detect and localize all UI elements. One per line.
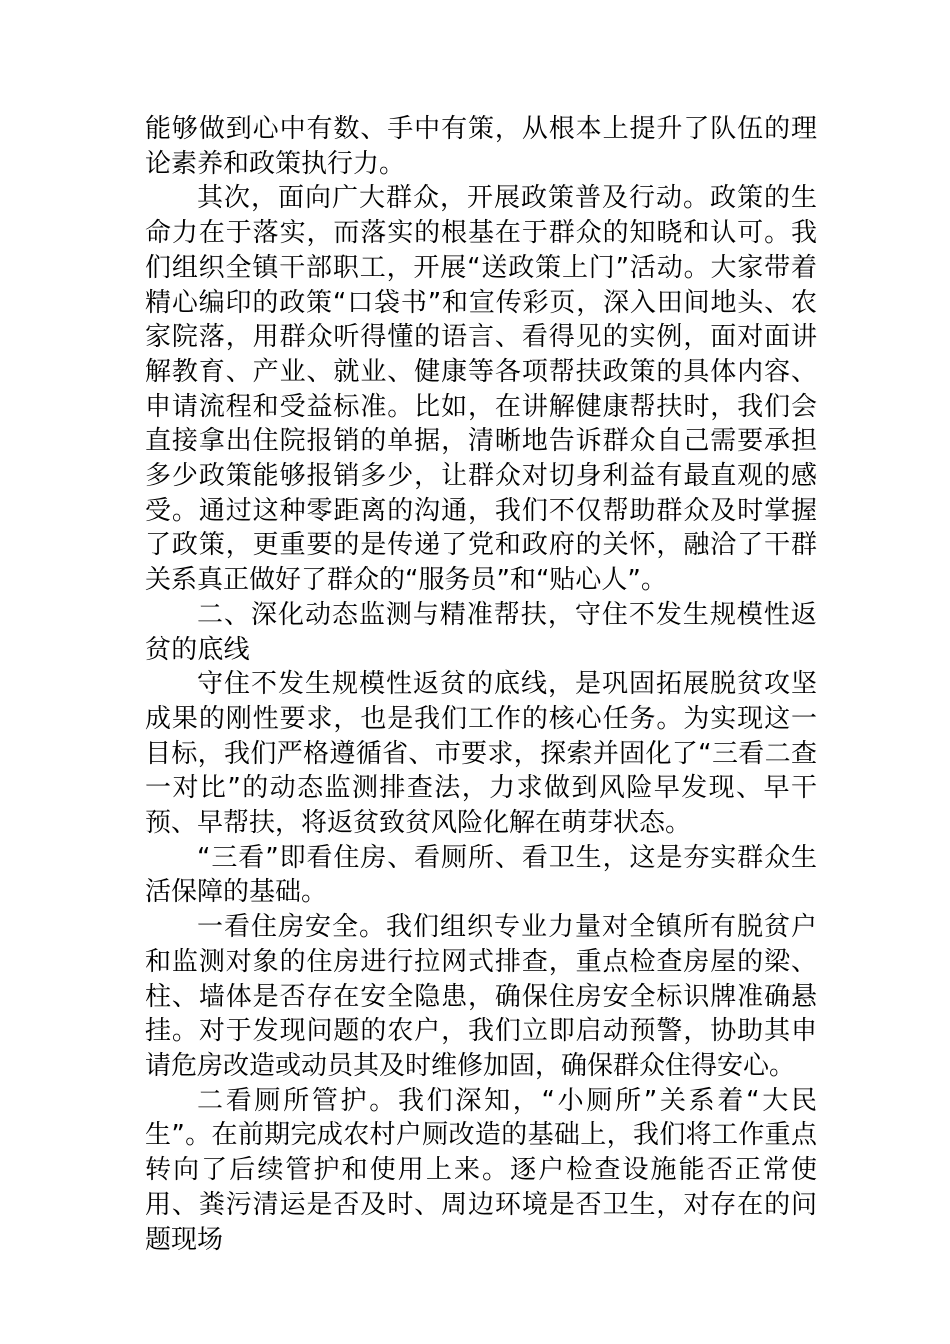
- paragraph-three-checks: “三看”即看住房、看厕所、看卫生，这是夯实群众生活保障的基础。: [145, 842, 817, 908]
- paragraph-toilet-maintenance: 二看厕所管护。我们深知，“小厕所”关系着“大民生”。在前期完成农村户厕改造的基础上，我们将工作重点转向了后续管护和使用上来。逐户检查设施能否正常使用、粪污清运是否及时、周边环境是否卫生，对存在的问题现场: [145, 1085, 817, 1255]
- paragraph-policy-outreach: 其次，面向广大群众，开展政策普及行动。政策的生命力在于落实，而落实的根基在于群众的知晓和认可。我们组织全镇干部职工，开展“送政策上门”活动。大家带着精心编印的政策“口袋书”和宣传彩页，深入田间地头、农家院落，用群众听得懂的语言、看得见的实例，面对面讲解教育、产业、就业、健康等各项帮扶政策的具体内容、申请流程和受益标准。比如，在讲解健康帮扶时，我们会直接拿出住院报销的单据，清晰地告诉群众自己需要承担多少政策能够报销多少，让群众对切身利益有最直观的感受。通过这种零距离的沟通，我们不仅帮助群众及时掌握了政策，更重要的是传递了党和政府的关怀，融洽了干群关系真正做好了群众的“服务员”和“贴心人”。: [145, 183, 817, 596]
- section-heading-two: 二、深化动态监测与精准帮扶，守住不发生规模性返贫的底线: [145, 599, 817, 665]
- paragraph-housing-safety: 一看住房安全。我们组织专业力量对全镇所有脱贫户和监测对象的住房进行拉网式排查，重点检查房屋的梁、柱、墙体是否存在安全隐患，确保住房安全标识牌准确悬挂。对于发现问题的农户，我们立即启动预警，协助其申请危房改造或动员其及时维修加固，确保群众住得安心。: [145, 912, 817, 1081]
- paragraph-bottom-line: 守住不发生规模性返贫的底线，是巩固拓展脱贫攻坚成果的刚性要求，也是我们工作的核心任务。为实现这一目标，我们严格遵循省、市要求，探索并固化了“三看二查一对比”的动态监测排查法，力求做到风险早发现、早干预、早帮扶，将返贫致贫风险化解在萌芽状态。: [145, 669, 817, 839]
- paragraph-continuation: 能够做到心中有数、手中有策，从根本上提升了队伍的理论素养和政策执行力。: [145, 114, 817, 179]
- document-body: [145, 112, 817, 1257]
